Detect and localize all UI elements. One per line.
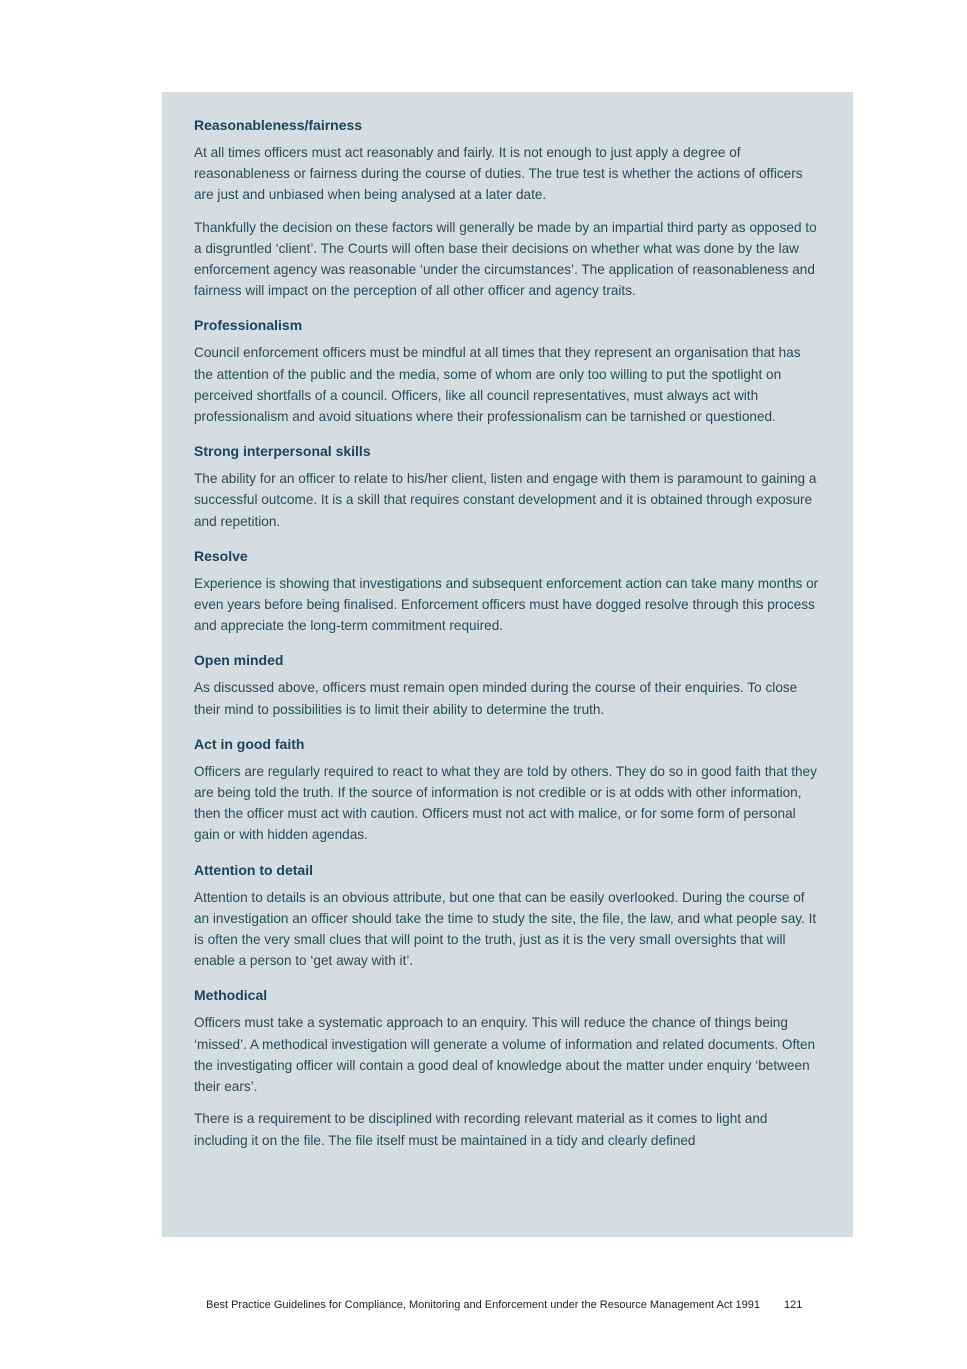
section-open-minded	[194, 651, 821, 719]
paragraph: The ability for an officer to relate to his/her client, listen and engage with them is paramount to gaining a successful outcome. It is a skill that requires constant development and it is obtained through exposure and repetition.	[194, 471, 817, 529]
paragraph: Experience is showing that investigations and subsequent enforcement action can take many months or even years before being finalised. Enforcement officers must have dogged resolve through this process and appreciate the long-term commitment required.	[194, 575, 819, 634]
section-methodical	[194, 986, 821, 1150]
section-attention-to-detail	[194, 861, 821, 972]
paragraph: Officers must take a systematic approach to an enquiry. This will reduce the chance of things being ‘missed’. A methodical investigation will generate a volume of information and related documents. Often the investigating officer will contain a good deal of knowledge about the matter under enquiry ‘between their ears’.	[194, 1015, 816, 1095]
section-heading: Reasonableness/fairness	[194, 117, 363, 133]
section-heading: Professionalism	[194, 317, 303, 334]
content-panel	[162, 92, 853, 1237]
paragraph: At all times officers must act reasonably and fairly. It is not enough to just apply a degree of reasonableness or fairness during the course of duties. The true test is whether the actions of officers are just and unbiased when being analysed at a later date.	[194, 145, 803, 203]
section-interpersonal-skills	[194, 442, 821, 532]
paragraph: There is a requirement to be disciplined with recording relevant material as it comes to light and including it on the file. The file itself must be maintained in a tidy and clearly defined	[194, 1111, 768, 1148]
section-heading: Resolve	[194, 547, 248, 564]
page-number: 121	[783, 1299, 803, 1311]
section-professionalism	[194, 316, 821, 427]
paragraph: Officers are regularly required to react to what they are told by others. They do so in good faith that they are being told the truth. If the source of information is not credible or is at odds with other information, then the officer must act with caution. Officers must not act with malice, or for some form of personal gain or with hidden agendas.	[194, 763, 817, 843]
section-resolve	[194, 547, 821, 637]
footer-title: Best Practice Guidelines for Compliance, Monitoring and Enforcement under the Resource Management Act 1991	[206, 1299, 760, 1311]
paragraph: Thankfully the decision on these factors will generally be made by an impartial third party as opposed to a disgruntled ‘client’. The Courts will often base their decisions on whether what was done by the law enforcement agency was reasonable ‘under the circumstances’. The application of reasonableness and fairness will impact on the perception of all other officer and agency traits.	[194, 219, 817, 299]
section-heading: Attention to detail	[194, 861, 313, 878]
section-heading: Methodical	[194, 987, 268, 1004]
paragraph: Council enforcement officers must be mindful at all times that they represent an organisation that has the attention of the public and the media, some of whom are only too willing to put the spotlight on perceived shortfalls of a council. Officers, like all council representatives, must always act with professionalism and avoid situations where their professionalism can be tarnished or questioned.	[194, 345, 801, 425]
paragraph: Attention to details is an obvious attribute, but one that can be easily overlooked. During the course of an investigation an officer should take the time to study the site, the file, the law, and what people say. It is often the very small clues that will point to the truth, just as it is the very small oversights that will enable a person to ‘get away with it’.	[194, 889, 817, 969]
section-heading: Strong interpersonal skills	[194, 443, 371, 460]
paragraph: As discussed above, officers must remain open minded during the course of their enquiries. To close their mind to possibilities is to limit their ability to determine the truth.	[194, 680, 798, 717]
section-heading: Act in good faith	[194, 735, 305, 752]
section-reasonableness	[194, 116, 821, 301]
section-heading: Open minded	[194, 652, 284, 669]
section-good-faith	[194, 735, 821, 846]
page-footer	[206, 1297, 802, 1313]
